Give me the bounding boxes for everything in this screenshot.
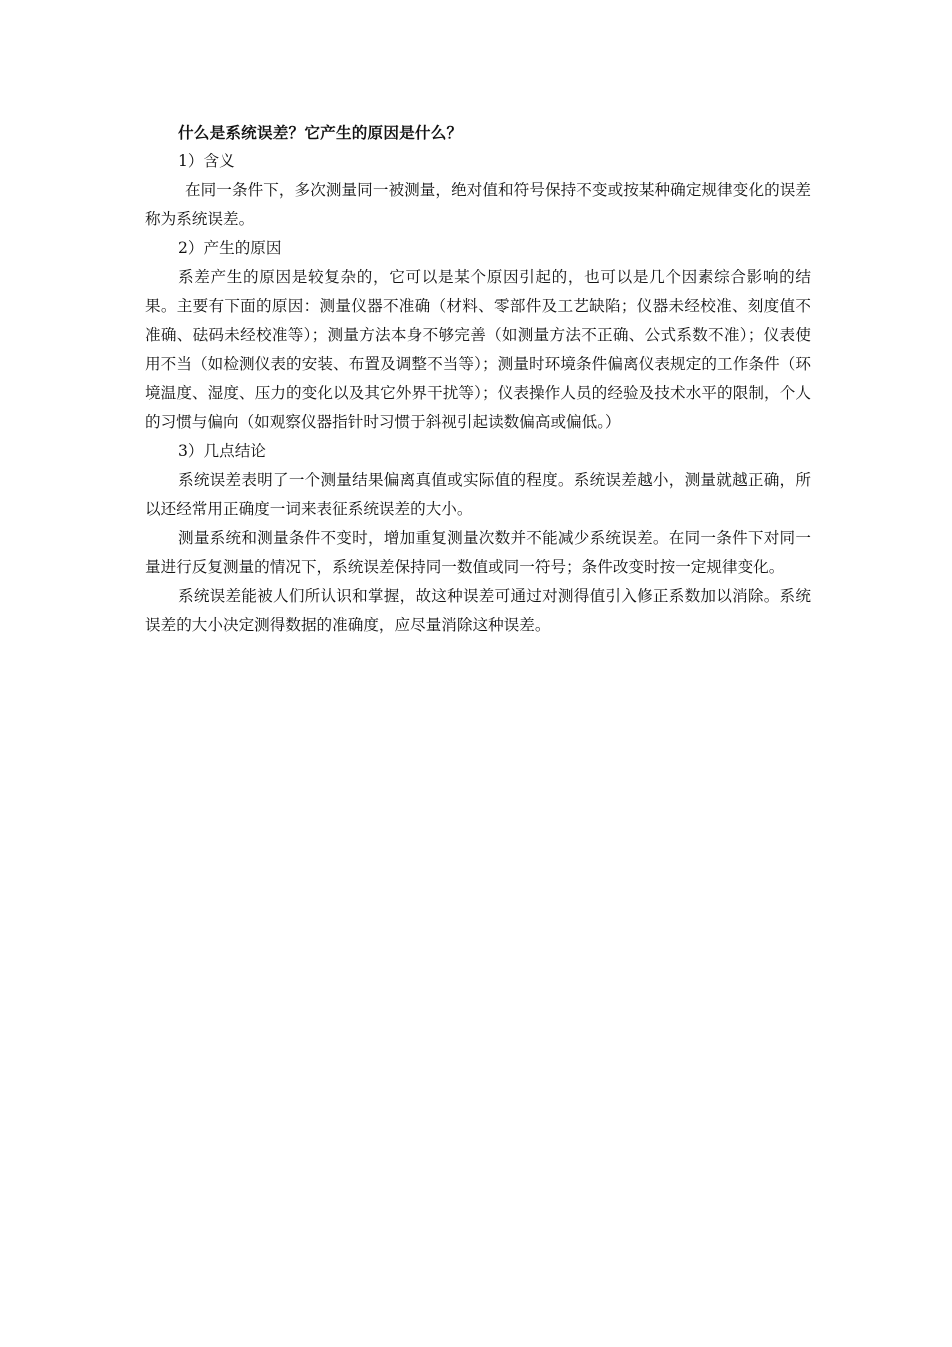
paragraph-conclusion-3: 系统误差能被人们所认识和掌握，故这种误差可通过对测得值引入修正系数加以消除。系统误差的大小决定测得数据的准确度，应尽量消除这种误差。 xyxy=(145,587,811,634)
section-meaning xyxy=(145,147,811,234)
paragraph-conclusion-1: 系统误差表明了一个测量结果偏离真值或实际值的程度。系统误差越小，测量就越正确，所以还经常用正确度一词来表征系统误差的大小。 xyxy=(145,471,811,518)
section-heading-conclusions: 3）几点结论 xyxy=(178,442,266,460)
document-title: 什么是系统误差？它产生的原因是什么？ xyxy=(178,123,463,142)
section-causes xyxy=(145,234,811,437)
document-page xyxy=(145,118,811,640)
paragraph-conclusion-2: 测量系统和测量条件不变时，增加重复测量次数并不能减少系统误差。在同一条件下对同一量进行反复测量的情况下，系统误差保持同一数值或同一符号；条件改变时按一定规律变化。 xyxy=(145,529,811,576)
paragraph-meaning: 在同一条件下，多次测量同一被测量，绝对值和符号保持不变或按某种确定规律变化的误差称为系统误差。 xyxy=(145,181,811,228)
section-conclusions xyxy=(145,437,811,640)
section-heading-causes: 2）产生的原因 xyxy=(178,239,282,257)
paragraph-causes: 系差产生的原因是较复杂的，它可以是某个原因引起的，也可以是几个因素综合影响的结果。主要有下面的原因：测量仪器不准确（材料、零部件及工艺缺陷；仪器未经校准、刻度值不准确、砝码未经校准等）；测量方法本身不够完善（如测量方法不正确、公式系数不准）；仪表使用不当（如检测仪表的安装、布置及调整不当等）；测量时环境条件偏离仪表规定的工作条件（环境温度、湿度、压力的变化以及其它外界干扰等）；仪表操作人员的经验及技术水平的限制，个人的习惯与偏向（如观察仪器指针时习惯于斜视引起读数偏高或偏低。） xyxy=(145,268,811,431)
section-heading-meaning: 1）含义 xyxy=(178,152,235,170)
